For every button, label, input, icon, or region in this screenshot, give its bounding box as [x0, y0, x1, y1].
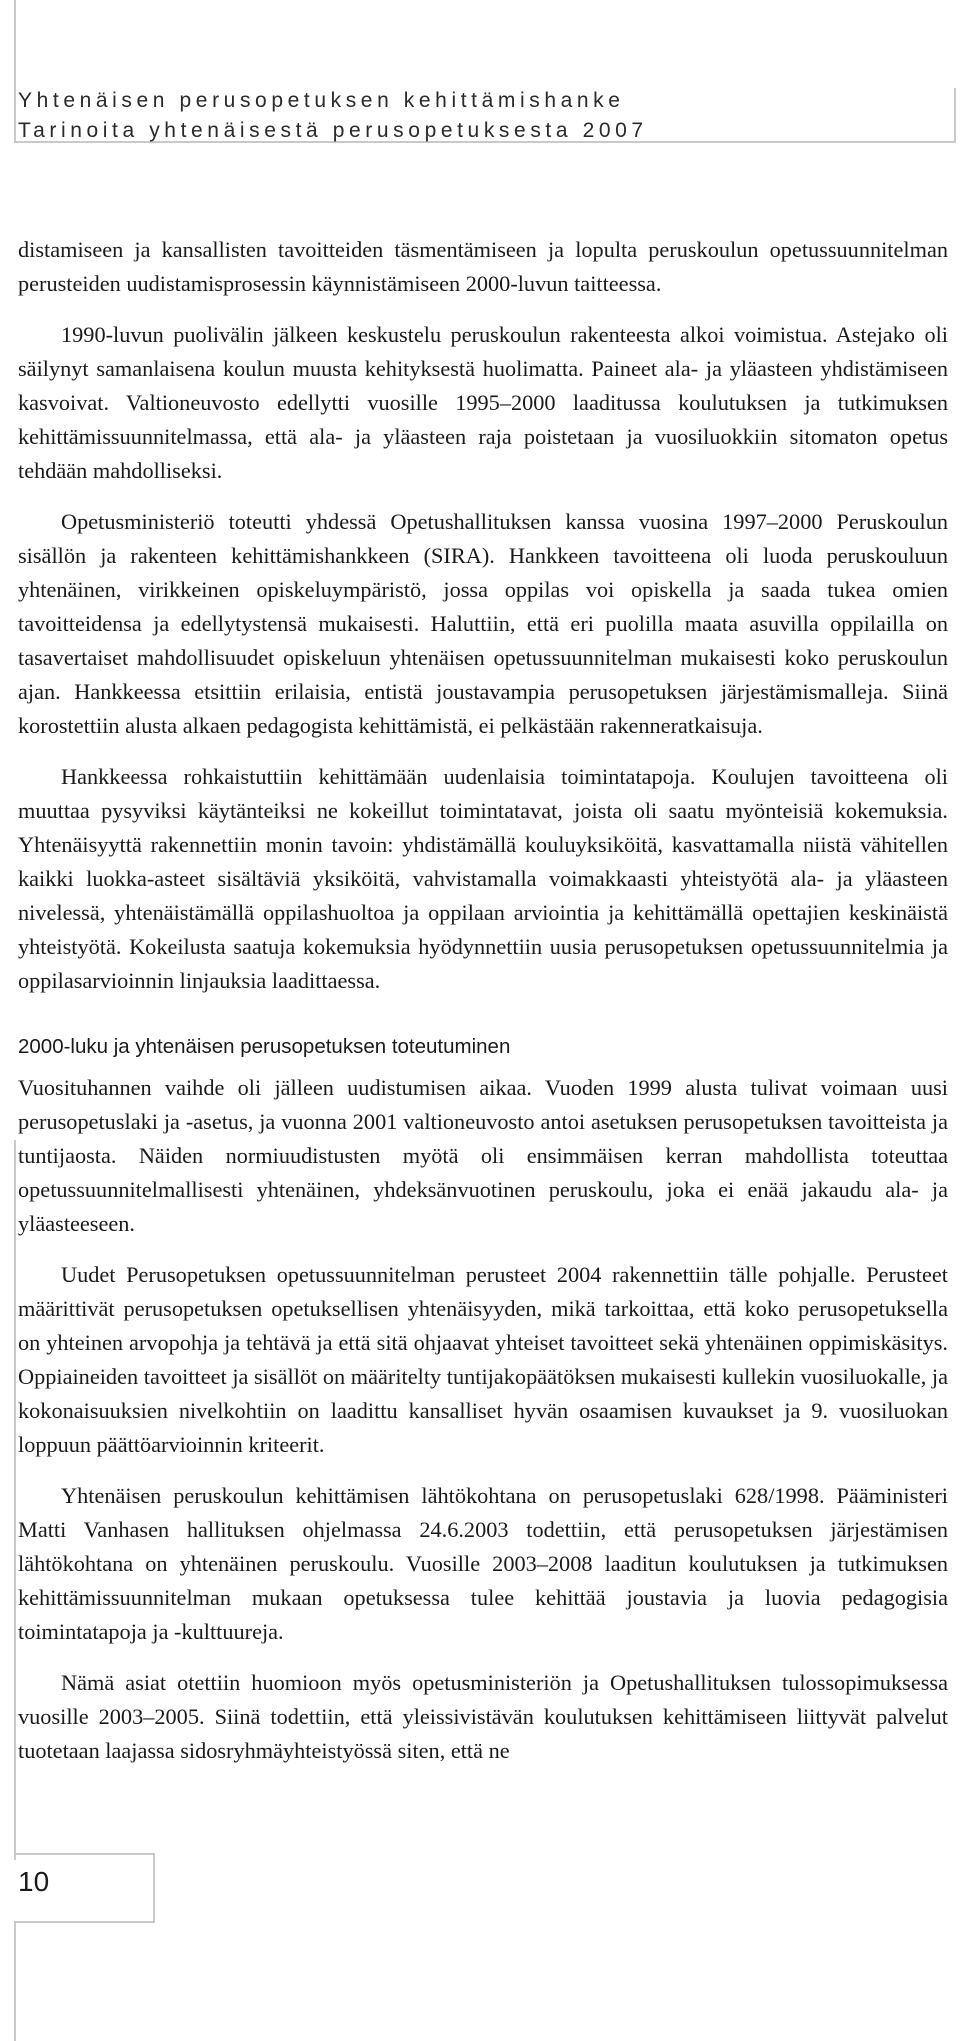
paragraph: Nämä asiat otettiin huomioon myös opetusministeriön ja Opetushallituksen tulossopimuksessa vuosille 2003–2005. Siinä todettiin, että yleissivistävän koulutuksen kehittämiseen liittyvät palvelut tuotetaan laajassa sidosryhmäyhteistyössä siten, että ne: [18, 1670, 948, 1763]
paragraph: Uudet Perusopetuksen opetussuunnitelman perusteet 2004 rakennettiin tälle pohjalle. Perusteet määrittivät perusopetuksen opetuksellisen yhtenäisyyden, mikä tarkoittaa, että koko perusopetuksella on yhteinen arvopohja ja tehtävä ja että sitä ohjaavat yhteiset tavoitteet sekä yhtenäinen oppimiskäsitys. Oppiaineiden tavoitteet ja sisällöt on määritelty tuntijakopäätöksen mukaisesti kullekin vuosiluokalle, ja kokonaisuuksien nivelkohtiin on laadittu kansalliset hyvän osaamisen kuvaukset ja 9. vuosiluokan loppuun päättöarvioinnin kriteerit.: [18, 1262, 948, 1457]
paragraph: Opetusministeriö toteutti yhdessä Opetushallituksen kanssa vuosina 1997–2000 Peruskoulun sisällön ja rakenteen kehittämishankkeen (SIRA). Hankkeen tavoitteena oli luoda peruskouluun yhtenäinen, virikkeinen opiskeluympäristö, jossa oppilas voi opiskella ja saada tukea omien tavoitteidensa ja edellytystensä mukaisesti. Haluttiin, että eri puolilla maata asuvilla oppilailla on tasavertaiset mahdollisuudet opiskeluun yhtenäisen opetussuunnitelman mukaisesti koko peruskoulun ajan. Hankkeessa etsittiin erilaisia, entistä joustavampia perusopetuksen järjestämismalleja. Siinä korostettiin alusta alkaen pedagogista kehittämistä, ei pelkästään rakenneratkaisuja.: [18, 509, 948, 738]
page-number-box-top: [14, 1853, 154, 1855]
paragraph-continuation: distamiseen ja kansallisten tavoitteiden täsmentämiseen ja lopulta peruskoulun opetussuunnitelman perusteiden uudistamisprosessin käynnistämiseen 2000-luvun taitteessa.: [18, 237, 948, 296]
header-frame-right: [954, 88, 956, 143]
header-frame-left: [14, 0, 16, 142]
left-margin-rule: [14, 1140, 16, 1860]
paragraph: Hankkeessa rohkaistuttiin kehittämään uudenlaisia toimintatapoja. Koulujen tavoitteena oli muuttaa pysyviksi käytänteiksi ne kokeillut toimintatavat, joista oli saatu myönteisiä kokemuksia. Yhtenäisyyttä rakennettiin monin tavoin: yhdistämällä kouluyksiköitä, kasvattamalla niistä vähitellen kaikki luokka-asteet sisältäviä yksiköitä, vahvistamalla voimakkaasti yhteistyötä ala- ja yläasteen nivelessä, yhtenäistämällä oppilashuoltoa ja oppilaan arviointia ja kehittämällä opettajien keskinäistä yhteistyötä. Kokeilusta saatuja kokemuksia hyödynnettiin uusia perusopetuksen opetussuunnitelmia ja oppilasarvioinnin linjauksia laadittaessa.: [18, 764, 948, 993]
section-heading: 2000-luku ja yhtenäisen perusopetuksen toteutuminen: [18, 1035, 511, 1058]
paragraph: 1990-luvun puolivälin jälkeen keskustelu peruskoulun rakenteesta alkoi voimistua. Astejako oli säilynyt samanlaisena koulun muusta kehityksestä huolimatta. Paineet ala- ja yläasteen yhdistämiseen kasvoivat. Valtioneuvosto edellytti vuosille 1995–2000 laaditussa koulutuksen ja tutkimuksen kehittämissuunnitelmassa, että ala- ja yläasteen raja poistetaan ja vuosiluokkiin sitomaton opetus tehdään mahdolliseksi.: [18, 322, 948, 483]
page-number: 10: [18, 1866, 50, 1897]
article-body: [18, 233, 948, 1785]
page-number-box-right: [153, 1853, 155, 1923]
header-publication-title: Tarinoita yhtenäisestä perusopetuksesta 2007: [18, 119, 648, 142]
running-header: [18, 86, 918, 146]
paragraph: Yhtenäisen peruskoulun kehittämisen lähtökohtana on perusopetuslaki 628/1998. Pääministeri Matti Vanhasen hallituksen ohjelmassa 24.6.2003 todettiin, että perusopetuksen järjestämisen lähtökohtana on yhtenäinen peruskoulu. Vuosille 2003–2008 laaditun koulutuksen ja tutkimuksen kehittämissuunnitelman mukaan opetuksessa tulee kehittää joustavia ja luovia pedagogisia toimintatapoja ja -kulttuureja.: [18, 1483, 948, 1644]
footer-frame-left: [14, 1921, 16, 2041]
page-number-box-bottom: [14, 1921, 154, 1923]
header-project-title: Yhtenäisen perusopetuksen kehittämishanke: [18, 89, 625, 112]
paragraph: Vuosituhannen vaihde oli jälleen uudistumisen aikaa. Vuoden 1999 alusta tulivat voimaan uusi perusopetuslaki ja -asetus, ja vuonna 2001 valtioneuvosto antoi asetuksen perusopetuksen tavoitteista ja tuntijaosta. Näiden normiuudistusten myötä oli ensimmäisen kerran mahdollista toteuttaa opetussuunnitelmallisesti yhtenäinen, yhdeksänvuotinen peruskoulu, joka ei enää jakaudu ala- ja yläasteeseen.: [18, 1075, 948, 1236]
